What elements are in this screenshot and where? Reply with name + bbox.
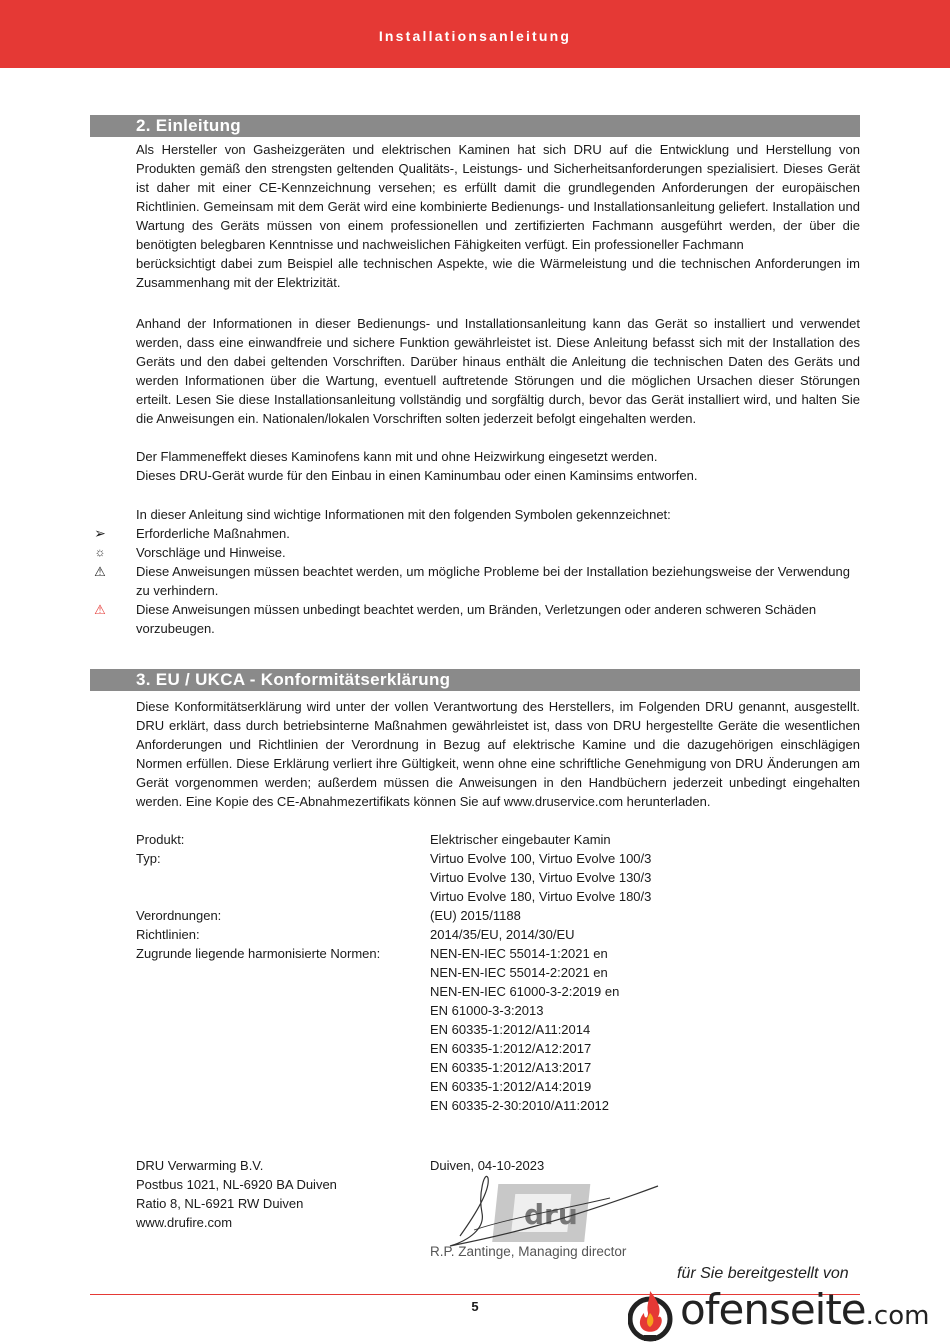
company-website: www.drufire.com: [136, 1215, 233, 1230]
arrow-icon: ➢: [94, 525, 106, 541]
danger-icon: ⚠: [94, 602, 106, 617]
section-3-heading: 3. EU / UKCA - Konformitätserklärung: [136, 670, 451, 689]
product-row: Produkt: Elektrischer eingebauter Kamin: [136, 832, 611, 847]
signature-block: [430, 1168, 665, 1263]
directives-row: Richtlinien: 2014/35/EU, 2014/30/EU: [136, 927, 575, 942]
section-2-paragraph-2: Anhand der Informationen in dieser Bedienungs- und Installationsanleitung kann das Gerät so installiert und verwendet werden, dass eine einwandfreie und sichere Funktion gewährleistet ist. Diese Anleitung befasst sich mit der Installation des Geräts und den dabei geltenden Vorschriften. Darüber hinaus enthält die Anleitung die technischen Daten des Geräts und werden Informationen über die Wartung, eventuell auftretende Störungen und die möglichen Ursachen dieser Störungen erteilt. Lesen Sie diese Installationsanleitung vollständig und sorgfältig durch, bevor das Gerät installiert wird, und halten Sie die Anweisungen ein. Nationalen/lokalen Vorschriften solten jederzeit befolgt eingehalten werden.: [136, 316, 860, 426]
warning-icon: ⚠: [94, 564, 106, 579]
standards-row: Zugrunde liegende harmonisierte Normen: NEN-EN-IEC 55014-1:2021 en NEN-EN-IEC 55014-2:2021 en NEN-EN-IEC 61000-3-2:2019 en EN 61000-3-3:2013 EN 60335-1:2012/A11:2014 EN 60335-1:2012/A12:2017 EN 60335-1:2012/A13:2017 EN 60335-1:2012/A14:2019 EN 60335-2-30:2010/A11:2012: [136, 946, 620, 1113]
header-bar: [0, 0, 950, 68]
section-heading-bar: [90, 669, 860, 691]
signature-graphic: [430, 1168, 665, 1263]
header-title: Installationsanleitung: [378, 28, 572, 44]
section-2-heading: 2. Einleitung: [136, 116, 241, 135]
section-2-paragraph-3: Der Flammeneffekt dieses Kaminofens kann mit und ohne Heizwirkung eingesetzt werden. Dieses DRU-Gerät wurde für den Einbau in einen Kaminumbau oder einen Kaminsims entworfen.: [136, 449, 698, 483]
lightbulb-icon: ☼: [94, 545, 106, 559]
symbols-intro: In dieser Anleitung sind wichtige Informationen mit den folgenden Symbolen gekennzeichnet:: [136, 507, 671, 522]
page-number: 5: [471, 1299, 479, 1314]
company-address: DRU Verwarming B.V. Postbus 1021, NL-6920 BA Duiven Ratio 8, NL-6921 RW Duiven www.drufire.com: [136, 1158, 337, 1230]
regulations-row: Verordnungen: (EU) 2015/1188: [136, 908, 521, 923]
section-2-paragraph-1: Als Hersteller von Gasheizgeräten und elektrischen Kaminen hat sich DRU auf die Entwicklung und Herstellung von Produkten gemäß den strengsten geltenden Qualitäts-, Leistungs- und Sicherheitsanforderungen spezialisiert. Dieses Gerät ist daher mit einer CE-Kennzeichnung versehen; es erfüllt damit die grundlegenden Anforderungen der europäischen Richtlinien. Gemeinsam mit dem Gerät wird eine kombinierte Bedienungs- und Installationsanleitung geliefert. Installation und Wartung des Geräts müssen von einem professionellen und zertifizierten Fachmann ausgeführt werden, der über die benötigten belegbaren Kenntnisse und nachweislichen Fähigkeiten verfügt. Ein professioneller Fachmann berücksichtigt dabei zum Beispiel alle technischen Aspekte, wie die Wärmeleistung und die technischen Anforderungen im Zusammenhang mit der Elektrizität.: [136, 142, 860, 290]
brand-tagline: für Sie bereitgestellt von: [677, 1265, 849, 1282]
brand-name: ofenseite.com: [680, 1285, 930, 1334]
section-heading-bar: [90, 115, 860, 137]
section-3-paragraph: Diese Konformitätserklärung wird unter der vollen Verantwortung des Herstellers, im Folgenden DRU genannt, ausgestellt. DRU erklärt, dass durch betriebsinterne Maßnahmen gewährleistet ist, dass von DRU hergestellte Geräte die wesentlichen Anforderungen und Richtlinien der Verordnung in Bezug auf elektrische Kamine und die dazugehörigen einschlägigen Normen erfüllen. Diese Erklärung verliert ihre Gültigkeit, wenn ohne eine schriftliche Genehmigung von DRU Änderungen am Gerät vorgenommen werden; außerdem müssen die Anweisungen in den Handbüchern jederzeit unbedingt eingehalten werden. Eine Kopie des CE-Abnahmezertifikats können Sie auf www.druservice.com herunterladen.: [136, 699, 860, 809]
flame-logo-icon: [628, 1283, 678, 1343]
ofenseite-brand: [628, 1283, 950, 1343]
signature-caption: R.P. Zantinge, Managing director: [430, 1244, 627, 1259]
place-date: Duiven, 04-10-2023: [430, 1158, 545, 1173]
type-row: Typ: Virtuo Evolve 100, Virtuo Evolve 100/3 Virtuo Evolve 130, Virtuo Evolve 130/3 Virtuo Evolve 180, Virtuo Evolve 180/3: [136, 851, 652, 904]
dru-logo-text: dru: [524, 1198, 578, 1231]
